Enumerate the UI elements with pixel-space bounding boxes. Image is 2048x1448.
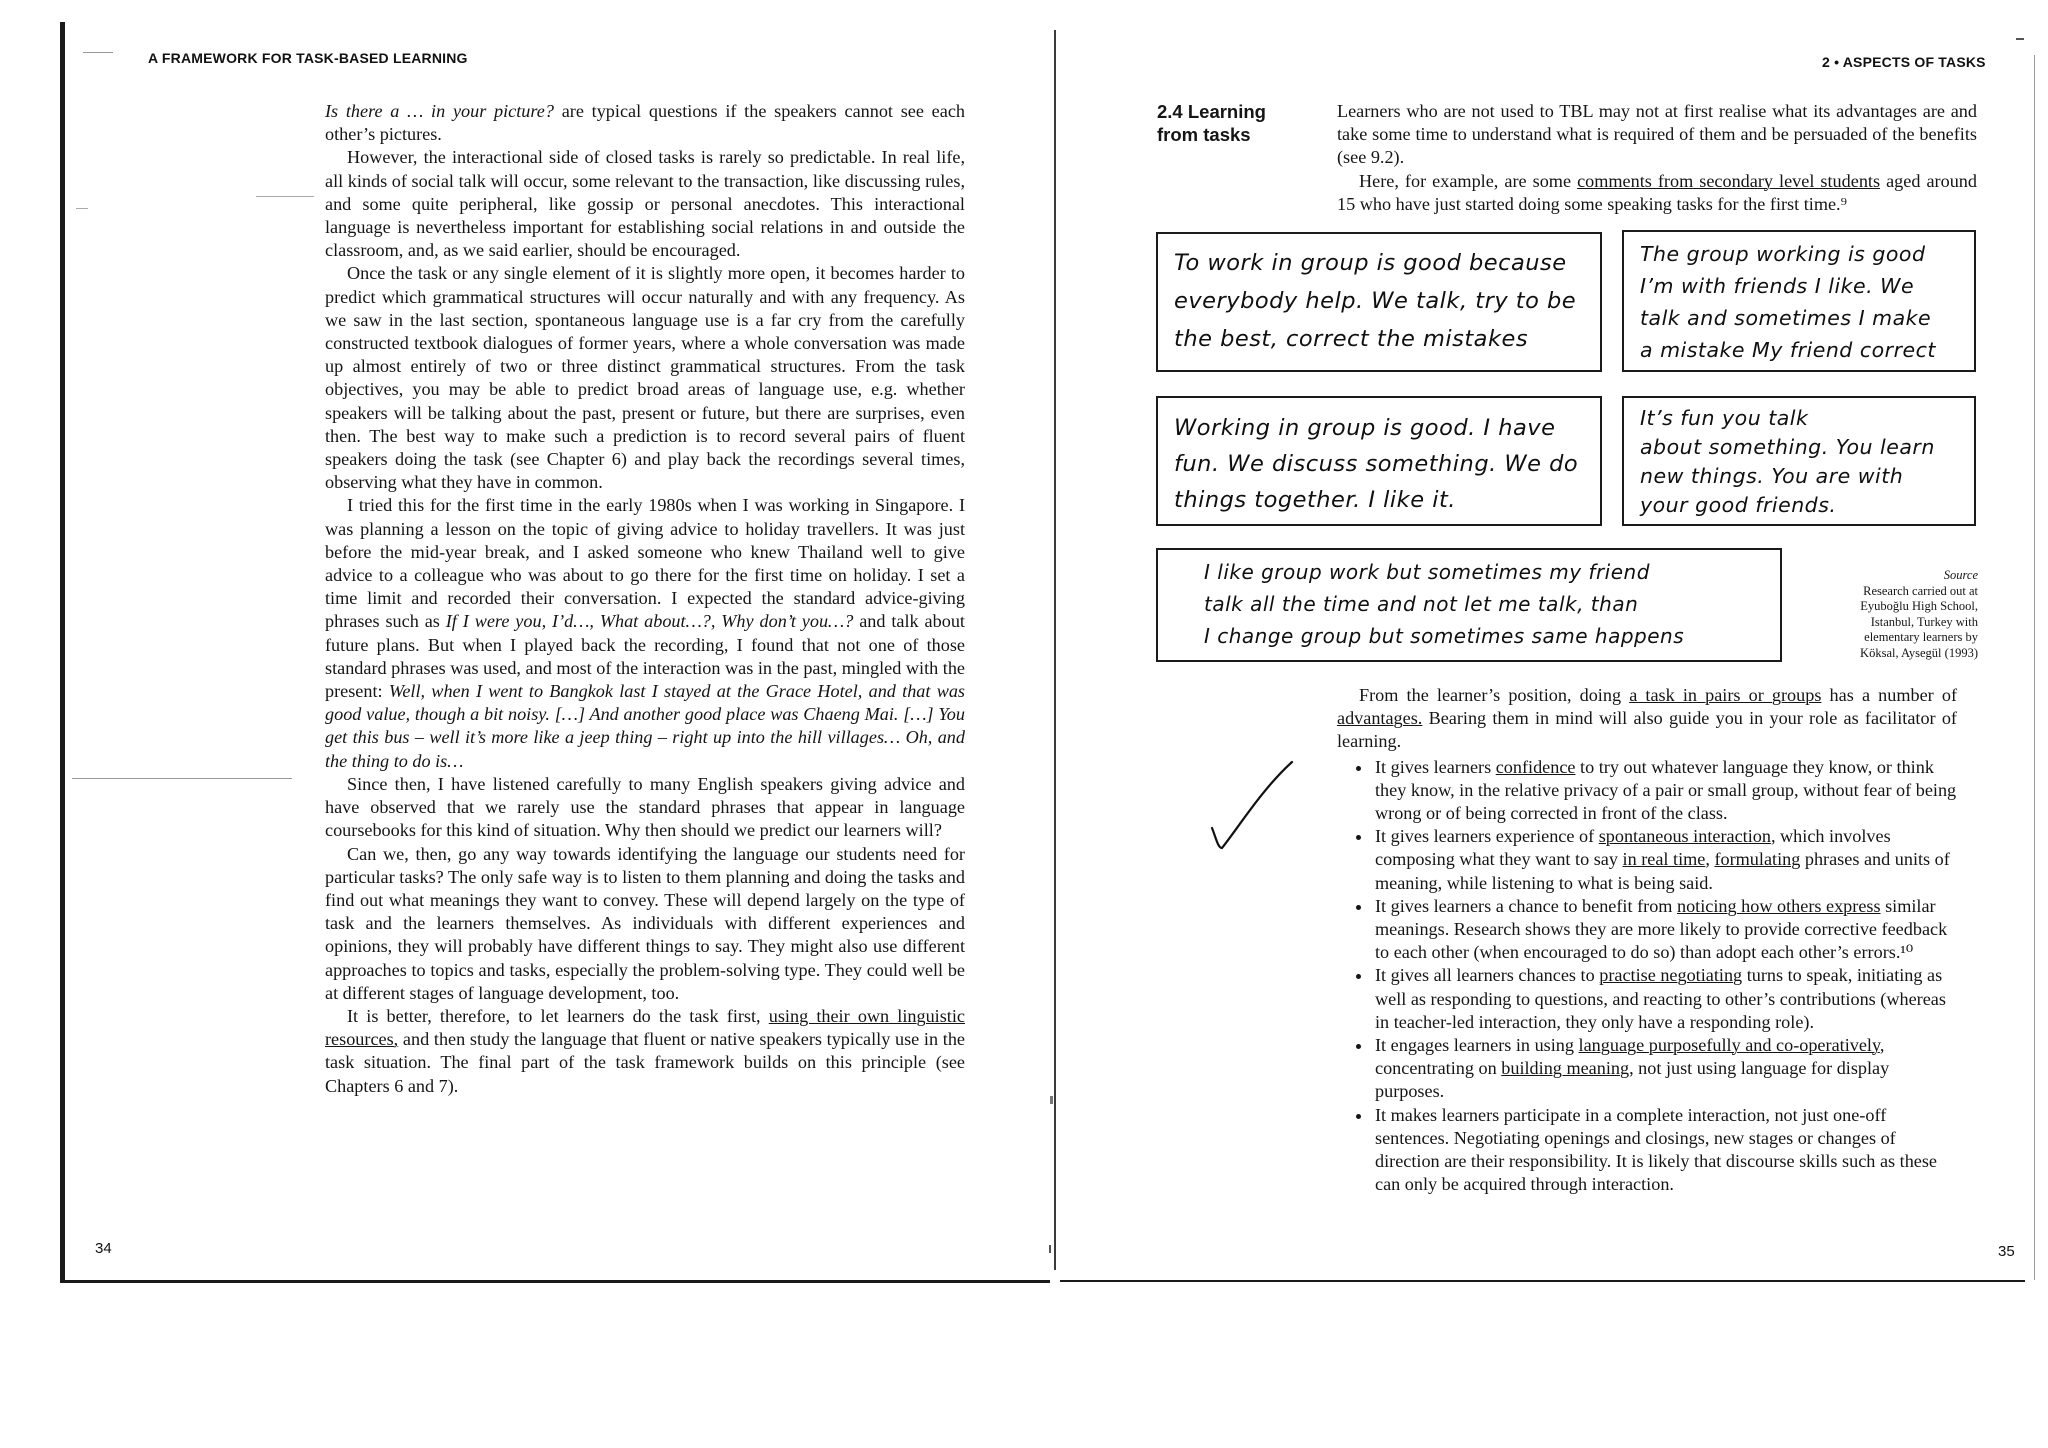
- source-line: Eyuboğlu High School,: [1860, 599, 1978, 613]
- underlined-run: spontaneous interaction: [1598, 826, 1771, 847]
- check-mark-icon: [1208, 758, 1298, 858]
- text-run: and then study the language that fluent or native speakers typically use in the task situation. The final part of the task framework builds on this principle (see Chapters 6 and 7).: [325, 1029, 965, 1096]
- text-run: It gives learners: [1375, 756, 1496, 777]
- right-margin-line: [2034, 55, 2035, 1280]
- text-run: phrases and units of meaning, while listening to what is being said.: [1375, 849, 1950, 893]
- comment-line: talk and sometimes I make: [1640, 306, 1932, 330]
- bottom-page-edge-left: [60, 1280, 1050, 1283]
- source-note: [1800, 568, 1978, 661]
- underlined-run: using their own linguistic resources,: [325, 1005, 965, 1050]
- text-run: It gives learners a chance to benefit from: [1375, 895, 1677, 916]
- comment-line: fun. We discuss something. We do: [1174, 451, 1579, 477]
- right-page-intro: [1337, 100, 1977, 216]
- text-run: It gives all learners chances to: [1375, 965, 1600, 986]
- comment-line: I change group but sometimes same happens: [1204, 624, 1685, 648]
- text-run: It makes learners participate in a complete interaction, not just one-off sentences. Negotiating openings and closings, new stages or changes of direction are their responsibility. It is likely that discourse skills such as these can only be acquired through interaction.: [1375, 1104, 1938, 1195]
- body-paragraph: [325, 146, 965, 262]
- text-run: It gives learners experience of: [1375, 826, 1599, 847]
- intro-paragraphs: [1337, 100, 1977, 216]
- advantage-bullet: [1373, 825, 1957, 895]
- right-page-body: [1337, 684, 1957, 1196]
- page-number-left: 34: [95, 1240, 112, 1257]
- underlined-run: in real time: [1622, 849, 1706, 870]
- italic-run: Is there a … in your picture?: [325, 101, 554, 121]
- comment-line: everybody help. We talk, try to be: [1174, 288, 1577, 314]
- page-number-right: 35: [1998, 1243, 2015, 1260]
- body-paragraph: [325, 100, 965, 146]
- text-run: similar meanings. Research shows they are more likely to provide corrective feedback to each other (when encouraged to do so) than adopt each other’s errors.¹⁰: [1375, 895, 1948, 963]
- text-run: Can we, then, go any way towards identifying the language our students need for particular tasks? The only safe way is to listen to them planning and doing the tasks and find out what meanings they want to convey. These will depend largely on the type of task and the learners themselves. As individuals with different experiences and opinions, they will probably have different things to say. They might also use different approaches to topics and tasks, especially the problem-solving type. They could well be at different stages of language development, too.: [325, 843, 965, 1003]
- left-page-body: [325, 100, 965, 1098]
- running-head-right: 2 • ASPECTS OF TASKS: [1822, 54, 1986, 70]
- text-run: turns to speak, initiating as well as responding to questions, and reacting to other’s contributions (whereas in teacher-led interaction, they only have a responding role).: [1375, 965, 1946, 1032]
- comment-line: I like group work but sometimes my friend: [1204, 560, 1650, 584]
- scan-speck: [72, 778, 292, 779]
- scan-speck: [256, 196, 314, 197]
- text-run: Once the task or any single element of it is slightly more open, it becomes harder to predict which grammatical structures will occur naturally and with any frequency. As we saw in the last section, spontaneous language use is a far cry from the carefully constructed textbook dialogues of former years, where a whole conversation was made up almost entirely of two or three distinct grammatical structures. From the task objectives, you may be able to predict broad areas of language use, e.g. whether speakers will be talking about the past, present or future, but there are surprises, even then. The best way to make such a prediction is to record several pairs of fluent speakers doing the task (see Chapter 6) and play back the recordings several times, observing what they have in common.: [325, 263, 965, 493]
- source-line: Köksal, Aysegül (1993): [1860, 645, 1978, 660]
- running-head-left: A FRAMEWORK FOR TASK-BASED LEARNING: [148, 50, 468, 66]
- source-line: elementary learners by: [1864, 630, 1978, 644]
- advantages-list: [1337, 756, 1957, 1197]
- text-run: are typical questions if the speakers cannot see each other’s pictures.: [325, 101, 965, 145]
- underlined-run: advantages.: [1337, 708, 1423, 729]
- comment-line: The group working is good: [1640, 242, 1926, 266]
- text-run: ,: [1705, 849, 1715, 870]
- text-run: has a number of: [1821, 685, 1957, 705]
- book-gutter-line: [1054, 30, 1056, 1270]
- text-run: It engages learners in using: [1375, 1035, 1579, 1056]
- text-run: From the learner’s position, doing: [1359, 685, 1630, 705]
- bottom-page-edge-right: [1060, 1280, 2025, 1282]
- scan-speck: [76, 208, 88, 209]
- left-page-edge: [60, 22, 65, 1282]
- scan-speck: [1049, 1245, 1051, 1253]
- intro-paragraph: [1337, 100, 1977, 170]
- italic-run: If I were you, I’d…, What about…?, Why don’t you…?: [445, 611, 854, 632]
- text-run: , which involves composing what they want to say: [1375, 826, 1891, 870]
- text-run: Learners who are not used to TBL may not at first realise what its advantages are and take some time to understand what is required of them and be persuaded of the benefits (see 9.2).: [1337, 101, 1977, 168]
- left-page-paragraphs: [325, 100, 965, 1098]
- underlined-run: noticing how others express: [1676, 895, 1881, 916]
- source-title: Source: [1943, 568, 1978, 582]
- comment-line: talk all the time and not let me talk, than: [1204, 592, 1639, 616]
- section-heading: 2.4 Learning from tasks: [1157, 101, 1266, 145]
- source-line: Research carried out at: [1863, 583, 1978, 598]
- comment-line: It’s fun you talk: [1640, 406, 1809, 430]
- scan-speck: [2016, 38, 2024, 40]
- underlined-run: comments from secondary level students: [1577, 170, 1881, 191]
- text-run: to try out whatever language they know, or think they know, in the relative privacy of a pair or small group, without fear of being wrong or of being corrected in front of the class.: [1375, 756, 1957, 824]
- scan-speck: [83, 52, 113, 53]
- body-paragraph: [325, 843, 965, 1005]
- underlined-run: building meaning: [1501, 1058, 1630, 1079]
- student-comment-box: [1156, 396, 1602, 526]
- comment-line: the best, correct the mistakes: [1174, 326, 1529, 352]
- student-comment-box: [1156, 548, 1782, 662]
- body-paragraph: [325, 494, 965, 772]
- underlined-run: formulating: [1714, 849, 1801, 870]
- underlined-run: practise negotiating: [1599, 965, 1743, 986]
- comment-line: about something. You learn: [1640, 435, 1935, 459]
- student-comment-box: [1622, 230, 1976, 372]
- advantage-bullet: [1373, 1034, 1957, 1104]
- source-line: Istanbul, Turkey with: [1870, 614, 1978, 629]
- body-paragraph: [325, 1005, 965, 1098]
- student-comment-box: [1622, 396, 1976, 526]
- body-paragraph: [325, 773, 965, 843]
- text-run: Bearing them in mind will also guide you in your role as facilitator of learning.: [1337, 708, 1957, 752]
- text-run: However, the interactional side of closed tasks is rarely so predictable. In real life, all kinds of social talk will occur, some relevant to the transaction, like discussing rules, and some quite peripheral, like gossip or personal anecdotes. This interactional language is nevertheless important for establishing social relations in and outside the classroom, and, as we said earlier, should be encouraged.: [325, 147, 965, 261]
- advantage-bullet: [1373, 756, 1957, 826]
- comment-line: things together. I like it.: [1174, 487, 1456, 513]
- text-run: I tried this for the first time in the early 1980s when I was working in Singapore. I was planning a lesson on the topic of giving advice to holiday travellers. It was just before the mid-year break, and I asked someone who knew Thailand well to give advice to a colleague who was about to go there for the first time on holiday. I set a time limit and recorded their conversation. I expected the standard advice-giving phrases such as: [325, 495, 965, 632]
- underlined-run: language purposefully and co-operatively: [1578, 1035, 1880, 1056]
- comment-line: I’m with friends I like. We: [1640, 274, 1915, 298]
- scan-speck: [1050, 1096, 1053, 1104]
- text-run: aged around 15 who have just started doing some speaking tasks for the first time.⁹: [1337, 170, 1977, 214]
- text-run: It is better, therefore, to let learners do the task first,: [347, 1005, 769, 1026]
- comment-line: new things. You are with: [1640, 464, 1904, 488]
- underlined-run: a task in pairs or groups: [1629, 685, 1822, 705]
- underlined-run: confidence: [1495, 756, 1576, 777]
- italic-run: Well, when I went to Bangkok last I stayed at the Grace Hotel, and that was good value, though a bit noisy. […] And another good place was Chaeng Mai. […] You get this bus – well it’s more like a jeep thing – right up into the hill villages… Oh, and the thing to do is…: [325, 681, 965, 771]
- advantage-bullet: [1373, 895, 1957, 965]
- comment-line: a mistake My friend correct: [1640, 338, 1936, 362]
- text-run: Here, for example, are some: [1359, 170, 1578, 191]
- comment-line: Working in group is good. I have: [1174, 415, 1556, 441]
- comment-line: To work in group is good because: [1174, 250, 1567, 276]
- intro-paragraph: [1337, 170, 1977, 216]
- text-run: , not just using language for display purposes.: [1375, 1058, 1890, 1102]
- advantage-bullet: [1373, 1104, 1957, 1197]
- advantage-bullet: [1373, 964, 1957, 1034]
- student-comment-box: [1156, 232, 1602, 372]
- advantages-paragraph: [1337, 684, 1957, 754]
- text-run: and talk about future plans. But when I played back the recording, I found that not one of those standard phrases was used, and most of the interaction was in the past, mingled with the present:: [325, 611, 965, 702]
- text-run: Since then, I have listened carefully to many English speakers giving advice and have observed that we rarely use the standard phrases that appear in language coursebooks for this kind of situation. Why then should we predict our learners will?: [325, 773, 965, 841]
- text-run: , concentrating on: [1375, 1035, 1885, 1079]
- comment-line: your good friends.: [1640, 493, 1837, 517]
- body-paragraph: [325, 262, 965, 494]
